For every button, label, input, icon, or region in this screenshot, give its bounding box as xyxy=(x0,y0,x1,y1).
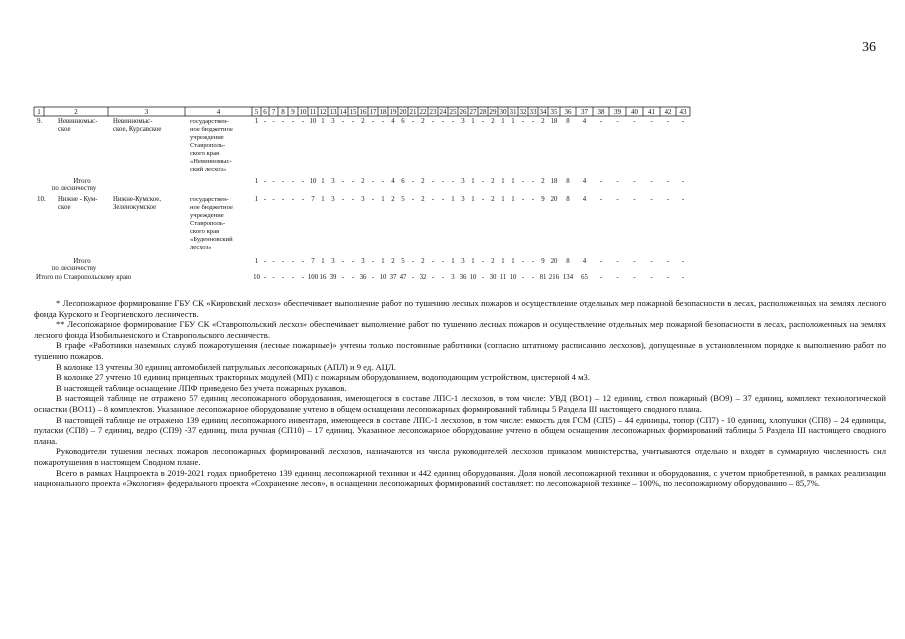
table-cell-value: - xyxy=(441,178,445,185)
table-cell-value: - xyxy=(633,258,636,265)
table-cell-value: - xyxy=(301,274,305,281)
table-cell-value: 2 xyxy=(491,258,495,265)
table-cell-value: 5 xyxy=(401,196,405,203)
table-cell-value: 1 xyxy=(511,178,515,185)
table-cell-value: - xyxy=(531,178,535,185)
header-column-number: 26 xyxy=(459,108,467,117)
grand-total-label: Итого по Ставропольскому краю xyxy=(36,274,132,281)
table-cell-value: - xyxy=(599,178,603,185)
header-column-number: 42 xyxy=(664,108,672,117)
note-column-13: В колонке 13 учтены 30 единиц автомобилей патрульных лесопожарных (АПЛ) и 9 ед. АЦЛ. xyxy=(56,361,396,372)
note-kirov: * Лесопожарное формирование ГБУ СК «Кировский лесхоз» обеспечивает выполнение работ по тушению лесных пожаров и осуществление отдельных мер пожарной безопасности в лесах, расположенных на землях лесного фонда Курского и Георгиевского лесничеств. xyxy=(34,298,886,319)
table-cell-value: - xyxy=(301,118,305,125)
table-cell-value: - xyxy=(351,274,355,281)
forestry-name: Невинномыс- xyxy=(58,118,98,125)
table-cell-value: 8 xyxy=(566,196,570,203)
table-cell-value: 1 xyxy=(501,196,505,203)
table-cell-value: - xyxy=(281,118,285,125)
table-cell-value: 4 xyxy=(582,178,587,185)
header-column-number: 30 xyxy=(499,108,507,117)
table-cell-value: 2 xyxy=(361,118,365,125)
table-cell-value: 1 xyxy=(511,258,515,265)
district-forestry-name: ское, Курсавское xyxy=(113,126,162,133)
table-cell-value: - xyxy=(666,178,670,185)
table-cell-value: - xyxy=(521,274,525,281)
organization-name: государствен- xyxy=(190,196,229,203)
subtotal-label: Итого xyxy=(73,258,91,265)
organization-name: ского края xyxy=(190,228,220,235)
table-cell-value: - xyxy=(481,196,485,203)
row-number: 10. xyxy=(37,195,46,203)
header-column-number: 15 xyxy=(349,108,357,117)
table-cell-value: 1 xyxy=(511,118,515,125)
organization-name: Ставрополь- xyxy=(190,142,226,149)
header-column-number: 19 xyxy=(389,108,397,117)
table-cell-value: 18 xyxy=(550,118,558,125)
header-column-number: 4 xyxy=(216,108,221,117)
table-cell-value: 2 xyxy=(421,196,425,203)
forestry-name: Нижне - Кум- xyxy=(58,196,98,203)
table-cell-value: 3 xyxy=(461,258,465,265)
table-cell-value: 2 xyxy=(421,118,425,125)
table-cell-value: - xyxy=(521,178,525,185)
header-column-number: 38 xyxy=(597,108,605,117)
table-cell-value: 1 xyxy=(471,178,475,185)
header-column-number: 1 xyxy=(37,108,41,117)
table-cell-value: - xyxy=(531,196,535,203)
table-cell-value: 30 xyxy=(489,274,497,281)
header-column-number: 12 xyxy=(319,108,327,117)
table-cell-value: - xyxy=(341,118,345,125)
table-cell-value: 1 xyxy=(321,178,325,185)
header-column-number: 34 xyxy=(539,108,547,117)
table-cell-value: - xyxy=(521,118,525,125)
header-column-number: 8 xyxy=(281,108,285,117)
table-cell-value: 9 xyxy=(541,196,545,203)
header-column-number: 31 xyxy=(509,108,517,117)
table-cell-value: - xyxy=(351,196,355,203)
header-column-number: 22 xyxy=(419,108,427,117)
table-cell-value: - xyxy=(291,196,295,203)
table-cell-value: - xyxy=(351,118,355,125)
header-column-number: 10 xyxy=(299,108,307,117)
table-cell-value: 4 xyxy=(582,258,587,265)
organization-name: лесхоз» xyxy=(190,244,212,251)
table-cell-value: - xyxy=(666,196,670,203)
header-column-number: 3 xyxy=(144,108,149,117)
table-cell-value: - xyxy=(441,258,445,265)
table-cell-value: - xyxy=(441,118,445,125)
table-cell-value: - xyxy=(291,258,295,265)
table-cell-value: 3 xyxy=(461,196,465,203)
table-cell-value: - xyxy=(263,274,267,281)
table-cell-value: - xyxy=(351,178,355,185)
header-column-number: 14 xyxy=(339,108,347,117)
header-column-number: 7 xyxy=(271,108,276,117)
data-table xyxy=(0,0,905,300)
table-cell-value: - xyxy=(431,258,435,265)
table-cell-value: 2 xyxy=(391,258,395,265)
table-cell-value: 10 xyxy=(379,274,387,281)
table-cell-value: - xyxy=(431,196,435,203)
table-cell-value: 1 xyxy=(321,118,325,125)
table-cell-value: 39 xyxy=(329,274,337,281)
table-cell-value: 216 xyxy=(548,274,560,281)
page-number: 36 xyxy=(862,40,876,55)
table-cell-value: 2 xyxy=(491,118,495,125)
subtotal-label: по лесничеству xyxy=(51,185,97,192)
table-cell-value: 10 xyxy=(469,274,477,281)
table-cell-value: - xyxy=(681,274,685,281)
table-cell-value: - xyxy=(666,274,670,281)
table-cell-value: - xyxy=(411,118,415,125)
table-cell-value: - xyxy=(531,258,535,265)
header-column-number: 39 xyxy=(614,108,621,117)
table-cell-value: - xyxy=(301,258,305,265)
table-cell-value: - xyxy=(301,178,305,185)
header-column-number: 43 xyxy=(679,108,687,117)
table-cell-value: 1 xyxy=(254,118,259,125)
note-leaders: Руководители тушения лесных пожаров лесопожарных формирований лесхозов, назначаются из числа руководителей лесхозов приказом министерства, учитываются отдельно и входят в суммарную численность сил пожаротушения в настоящем Сводном плане. xyxy=(34,446,886,467)
table-cell-value: - xyxy=(431,178,435,185)
table-cell-value: 1 xyxy=(451,258,455,265)
table-cell-value: - xyxy=(281,258,285,265)
table-cell-value: 3 xyxy=(331,258,335,265)
table-cell-value: 4 xyxy=(391,178,395,185)
header-column-number: 29 xyxy=(489,108,497,117)
table-cell-value: - xyxy=(341,258,345,265)
table-cell-value: - xyxy=(616,178,619,185)
table-cell-value: - xyxy=(281,196,285,203)
table-cell-value: 18 xyxy=(550,178,558,185)
table-cell-value: 1 xyxy=(471,258,475,265)
table-cell-value: 3 xyxy=(461,178,465,185)
organization-name: «Невинномыс- xyxy=(190,158,232,165)
header-column-number: 17 xyxy=(369,108,377,117)
organization-name: учреждение xyxy=(190,212,224,219)
table-cell-value: - xyxy=(272,258,275,265)
table-cell-value: - xyxy=(681,258,685,265)
table-cell-value: - xyxy=(521,196,525,203)
table-cell-value: - xyxy=(411,178,415,185)
table-cell-value: 10 xyxy=(309,178,317,185)
header-column-number: 37 xyxy=(581,108,588,117)
header-column-number: 32 xyxy=(519,108,527,117)
header-column-number: 25 xyxy=(449,108,457,117)
table-cell-value: 1 xyxy=(501,118,505,125)
table-cell-value: - xyxy=(481,274,485,281)
table-cell-value: - xyxy=(411,196,415,203)
organization-name: государствен- xyxy=(190,118,229,125)
note-workers: В графе «Работники наземных служб пожаротушения (лесные пожарные)» учтены только постоянные работники (согласно штатному расписанию лесхозов), допущенные в установленном порядке к выполнению работ по тушению пожаров. xyxy=(34,340,886,361)
table-cell-value: 3 xyxy=(331,178,335,185)
table-cell-value: 6 xyxy=(401,118,405,125)
table-cell-value: - xyxy=(616,118,619,125)
table-cell-value: 5 xyxy=(401,258,405,265)
table-cell-value: 4 xyxy=(582,118,587,125)
table-cell-value: - xyxy=(599,258,603,265)
table-cell-value: 2 xyxy=(491,196,495,203)
table-cell-value: 4 xyxy=(391,118,395,125)
header-column-number: 21 xyxy=(409,108,417,117)
table-cell-value: - xyxy=(371,274,375,281)
table-cell-value: - xyxy=(633,178,636,185)
header-column-number: 2 xyxy=(74,108,78,117)
table-cell-value: - xyxy=(650,196,653,203)
district-forestry-name: Зеленокумское xyxy=(113,204,157,211)
table-cell-value: 20 xyxy=(550,258,558,265)
table-notes xyxy=(34,298,886,489)
table-cell-value: 1 xyxy=(471,196,475,203)
table-cell-value: - xyxy=(599,274,603,281)
table-cell-value: - xyxy=(681,178,685,185)
table-cell-value: - xyxy=(341,178,345,185)
table-cell-value: 1 xyxy=(254,196,259,203)
header-column-number: 35 xyxy=(550,108,558,117)
table-cell-value: - xyxy=(666,258,670,265)
table-cell-value: - xyxy=(633,274,636,281)
table-cell-value: 1 xyxy=(254,178,259,185)
note-natproject: Всего в рамках Нацпроекта в 2019-2021 годах приобретено 139 единиц лесопожарной техники и 442 единиц оборудования. Доля новой лесопожарной техники и оборудования, с учетом приобретенной, в рамках реализации национального проекта «Экология» федерального проекта «Сохранение лесов», в оснащении лесопожарных формирований составляет: по лесопожарной технике – 100%, по лесопожарному оборудованию – 85,7%. xyxy=(34,467,886,489)
table-cell-value: 3 xyxy=(361,196,365,203)
subtotal-label: Итого xyxy=(73,178,91,185)
table-cell-value: - xyxy=(633,118,636,125)
table-cell-value: - xyxy=(681,118,685,125)
table-cell-value: - xyxy=(351,258,355,265)
table-cell-value: - xyxy=(272,118,275,125)
table-cell-value: 81 xyxy=(539,274,547,281)
organization-name: ского края xyxy=(190,150,220,157)
table-cell-value: - xyxy=(431,274,435,281)
table-cell-value: 7 xyxy=(311,258,315,265)
table-cell-value: 1 xyxy=(254,258,259,265)
header-column-number: 11 xyxy=(309,108,317,117)
header-column-number: 5 xyxy=(254,108,259,117)
table-cell-value: - xyxy=(681,196,685,203)
table-cell-value: - xyxy=(381,178,385,185)
table-cell-value: 3 xyxy=(361,258,365,265)
table-cell-value: - xyxy=(411,258,415,265)
organization-name: Ставрополь- xyxy=(190,220,226,227)
table-cell-value: - xyxy=(281,178,285,185)
table-cell-value: - xyxy=(371,178,375,185)
table-cell-value: 4 xyxy=(582,196,587,203)
table-cell-value: 36 xyxy=(359,274,367,281)
table-cell-value: - xyxy=(341,274,345,281)
table-cell-value: - xyxy=(650,274,653,281)
table-cell-value: 6 xyxy=(401,178,405,185)
table-cell-value: 8 xyxy=(566,118,570,125)
table-cell-value: 7 xyxy=(311,196,315,203)
organization-name: ский лесхоз» xyxy=(190,166,227,173)
table-cell-value: 20 xyxy=(550,196,558,203)
row-number: 9. xyxy=(37,117,43,125)
table-cell-value: - xyxy=(291,118,295,125)
table-cell-value: 2 xyxy=(541,118,545,125)
table-cell-value: 3 xyxy=(451,274,455,281)
table-cell-value: - xyxy=(633,196,636,203)
header-column-number: 16 xyxy=(359,108,367,117)
table-cell-value: - xyxy=(650,258,653,265)
table-cell-value: - xyxy=(272,274,275,281)
table-cell-value: - xyxy=(616,274,619,281)
organization-name: «Буденновский xyxy=(190,236,233,243)
table-cell-value: - xyxy=(301,196,305,203)
note-column-27: В колонке 27 учтено 10 единиц прицепных тракторных модулей (МП) с пожарным оборудованием, водоподающим устройством, цистерной 4 м3. xyxy=(56,372,590,383)
table-cell-value: 1 xyxy=(501,178,505,185)
table-cell-value: - xyxy=(411,274,415,281)
table-cell-value: 3 xyxy=(331,118,335,125)
table-cell-value: 2 xyxy=(421,178,425,185)
table-cell-value: 10 xyxy=(509,274,517,281)
table-cell-value: 9 xyxy=(541,258,545,265)
table-cell-value: - xyxy=(650,178,653,185)
table-cell-value: 37 xyxy=(389,274,397,281)
table-cell-value: 2 xyxy=(421,258,425,265)
table-cell-value: - xyxy=(281,274,285,281)
table-cell-value: - xyxy=(371,118,375,125)
header-column-number: 24 xyxy=(439,108,447,117)
table-cell-value: - xyxy=(272,178,275,185)
note-stavropol: ** Лесопожарное формирование ГБУ СК «Ставропольский лесхоз» обеспечивает выполнение работ по тушению лесных пожаров и осуществление отдельных мер пожарной безопасности в лесах, расположенных на землях лесного фонда Изобильненского и Ставропольского лесничеств. xyxy=(34,319,886,340)
table-cell-value: - xyxy=(431,118,435,125)
table-cell-value: - xyxy=(263,196,267,203)
table-cell-value: - xyxy=(291,178,295,185)
organization-name: ное бюджетное xyxy=(190,204,233,211)
table-cell-value: - xyxy=(599,118,603,125)
table-cell-value: 134 xyxy=(562,274,574,281)
header-column-number: 41 xyxy=(648,108,655,117)
note-inventory: В настоящей таблице не отражено 139 единиц лесопожарного инвентаря, имеющееся в составе ЛПС-1 лесхозов, в том числе: емкость для ГСМ (СП5) – 44 единицы, топор (СП7) - 10 единиц, хлопушки (СП8) – 24 единицы, пулаcки (СП8) – 7 единиц, ведро (СП9) -37 единиц, пила ручная (СП10) – 17 единиц. Указанное лесопожарное оборудование учтено в общем оснащении лесопожарных формирований таблицы 5 Раздела III настоящего сводного плана. xyxy=(34,414,886,446)
table-cell-value: - xyxy=(371,196,375,203)
table-cell-value: 16 xyxy=(319,274,327,281)
table-cell-value: 1 xyxy=(511,196,515,203)
header-column-number: 9 xyxy=(291,108,295,117)
table-cell-value: - xyxy=(650,118,653,125)
table-cell-value: - xyxy=(263,118,267,125)
table-cell-value: 1 xyxy=(451,196,455,203)
district-forestry-name: Нижне-Кумское, xyxy=(113,196,161,203)
header-column-number: 40 xyxy=(631,108,638,117)
table-cell-value: 3 xyxy=(461,118,465,125)
table-cell-value: 8 xyxy=(566,178,570,185)
table-cell-value: 1 xyxy=(321,258,325,265)
table-cell-value: - xyxy=(263,178,267,185)
table-cell-value: 1 xyxy=(381,258,385,265)
table-cell-value: - xyxy=(531,118,535,125)
forestry-name: ское xyxy=(58,126,71,133)
table-cell-value: 100 xyxy=(307,274,319,281)
table-cell-value: - xyxy=(521,258,525,265)
table-cell-value: 47 xyxy=(399,274,407,281)
table-cell-value: - xyxy=(616,258,619,265)
table-cell-value: 2 xyxy=(391,196,395,203)
table-cell-value: - xyxy=(531,274,535,281)
table-cell-value: 10 xyxy=(309,118,317,125)
header-column-number: 6 xyxy=(263,108,267,117)
table-cell-value: - xyxy=(481,258,485,265)
table-cell-value: 1 xyxy=(321,196,325,203)
table-cell-value: - xyxy=(263,258,267,265)
header-column-number: 18 xyxy=(379,108,387,117)
header-column-number: 36 xyxy=(564,108,572,117)
table-cell-value: - xyxy=(341,196,345,203)
header-column-number: 20 xyxy=(399,108,407,117)
organization-name: ное бюджетное xyxy=(190,126,233,133)
table-cell-value: - xyxy=(441,274,445,281)
subtotal-label: по лесничеству xyxy=(51,265,97,272)
table-cell-value: - xyxy=(481,178,485,185)
header-column-number: 27 xyxy=(469,108,477,117)
table-cell-value: 3 xyxy=(331,196,335,203)
table-cell-value: 10 xyxy=(253,274,260,281)
forestry-name: ское xyxy=(58,204,71,211)
header-column-number: 28 xyxy=(479,108,487,117)
table-cell-value: 2 xyxy=(361,178,365,185)
table-cell-value: 2 xyxy=(541,178,545,185)
table-cell-value: - xyxy=(451,178,455,185)
table-cell-value: - xyxy=(451,118,455,125)
table-cell-value: - xyxy=(381,118,385,125)
table-cell-value: 2 xyxy=(491,178,495,185)
table-cell-value: - xyxy=(272,196,275,203)
table-cell-value: - xyxy=(616,196,619,203)
header-column-number: 23 xyxy=(429,108,437,117)
table-cell-value: 1 xyxy=(381,196,385,203)
note-equipment: В настоящей таблице не отражено 57 единиц лесопожарного оборудования, имеющегося в составе ЛПС-1 лесхозов, в том числе: УВД (ВО1) – 12 единиц, ствол пожарный (ВО9) – 37 единиц, комплект технологической оснастки (ВО11) – 8 комплектов. Указанное лесопожарное оборудование учтено в общем оснащении лесопожарных формирований таблицы 5 Раздела III настоящего сводного плана. xyxy=(34,393,886,414)
table-cell-value: 65 xyxy=(581,274,588,281)
table-cell-value: - xyxy=(599,196,603,203)
table-cell-value: 1 xyxy=(501,258,505,265)
table-cell-value: 8 xyxy=(566,258,570,265)
table-cell-value: - xyxy=(481,118,485,125)
header-column-number: 13 xyxy=(329,108,337,117)
table-cell-value: 32 xyxy=(419,274,427,281)
table-cell-value: 36 xyxy=(459,274,467,281)
table-cell-value: 1 xyxy=(471,118,475,125)
organization-name: учреждение xyxy=(190,134,224,141)
table-cell-value: - xyxy=(371,258,375,265)
table-cell-value: 11 xyxy=(499,274,507,281)
note-hoses: В настоящей таблице оснащение ЛПФ приведено без учета пожарных рукавов. xyxy=(56,382,347,393)
header-column-number: 33 xyxy=(529,108,537,117)
district-forestry-name: Невинномыс- xyxy=(113,118,153,125)
table-cell-value: - xyxy=(666,118,670,125)
table-cell-value: - xyxy=(441,196,445,203)
table-cell-value: - xyxy=(291,274,295,281)
